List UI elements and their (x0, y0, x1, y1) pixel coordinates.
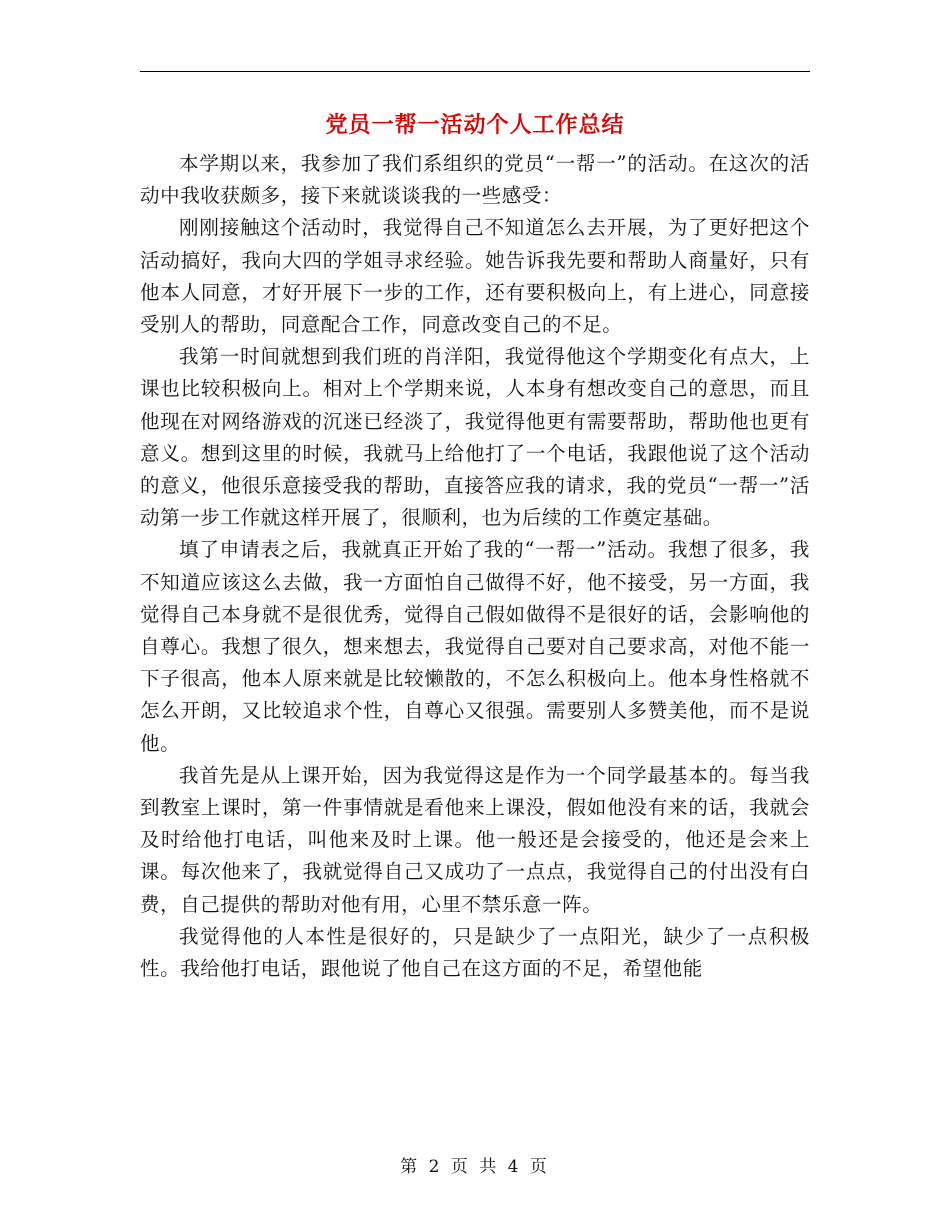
paragraph: 填了申请表之后，我就真正开始了我的“一帮一”活动。我想了很多，我不知道应该这么去做，我一方面怕自己做得不好，他不接受，另一方面，我觉得自己本身就不是很优秀，觉得自己假如做得不是很好的话，会影响他的自尊心。我想了很久，想来想去，我觉得自己要对自己要求高，对他不能一下子很高，他本人原来就是比较懒散的，不怎么积极向上。他本身性格就不怎么开朗，又比较追求个性，自尊心又很强。需要别人多赞美他，而不是说他。 (140, 538, 810, 755)
header-rule (140, 71, 810, 72)
document-title: 党员一帮一活动个人工作总结 (325, 112, 625, 138)
paragraph: 我觉得他的人本性是很好的，只是缺少了一点阳光，缺少了一点积极性。我给他打电话，跟他说了他自己在这方面的不足，希望他能 (140, 924, 810, 981)
paragraph: 本学期以来，我参加了我们系组织的党员“一帮一”的活动。在这次的活动中我收获颇多，接下来就谈谈我的一些感受： (140, 152, 810, 208)
page-number: 第 2 页 共 4 页 (400, 1157, 550, 1177)
paragraph: 刚刚接触这个活动时，我觉得自己不知道怎么去开展，为了更好把这个活动搞好，我向大四的学姐寻求经验。她告诉我先要和帮助人商量好，只有他本人同意，才好开展下一步的工作，还有要积极向上，有上进心，同意接受别人的帮助，同意配合工作，同意改变自己的不足。 (140, 216, 810, 337)
paragraph: 我第一时间就想到我们班的肖洋阳，我觉得他这个学期变化有点大，上课也比较积极向上。相对上个学期来说，人本身有想改变自己的意思，而且他现在对网络游戏的沉迷已经淡了，我觉得他更有需要帮助，帮助他也更有意义。想到这里的时候，我就马上给他打了一个电话，我跟他说了这个活动的意义，他很乐意接受我的帮助，直接答应我的请求，我的党员“一帮一”活动第一步工作就这样开展了，很顺利，也为后续的工作奠定基础。 (140, 345, 810, 530)
document-body (140, 148, 810, 985)
paragraph: 我首先是从上课开始，因为我觉得这是作为一个同学最基本的。每当我到教室上课时，第一件事情就是看他来上课没，假如他没有来的话，我就会及时给他打电话，叫他来及时上课。他一般还是会接受的，他还是会来上课。每次他来了，我就觉得自己又成功了一点点，我觉得自己的付出没有白费，自己提供的帮助对他有用，心里不禁乐意一阵。 (140, 763, 810, 916)
